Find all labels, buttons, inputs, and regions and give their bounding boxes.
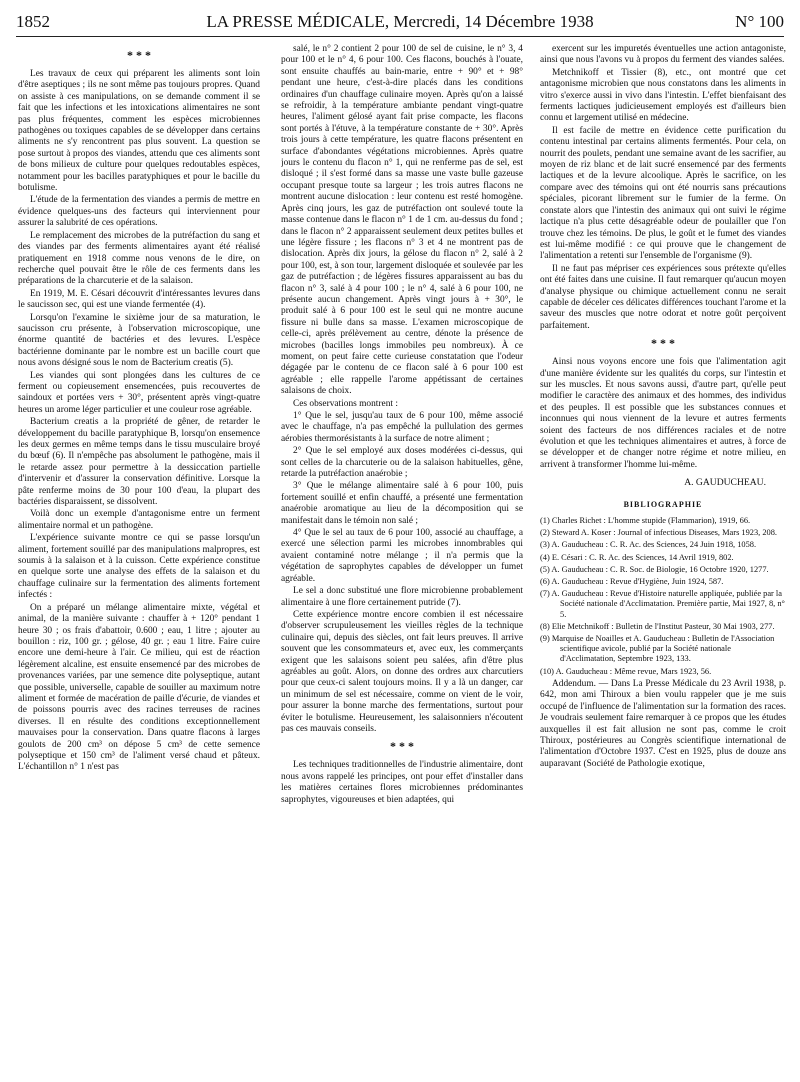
- paragraph: 4° Que le sel au taux de 6 pour 100, associé au chauffage, a exercé une sélection parmi les microbes innombrables qui avaient contaminé notre mélange ; il n'a permis que la végétation de saprophytes capables de développer un fumet agréable.: [281, 528, 523, 584]
- section-separator: * * *: [390, 739, 414, 754]
- paragraph: L'étude de la fermentation des viandes a permis de mettre en évidence quelques-uns des facteurs qui interviennent pour assurer la salubrité de ces opérations.: [18, 195, 260, 229]
- paragraph: L'expérience suivante montre ce qui se passe lorsqu'un aliment, fortement souillé par des manipulations malpropres, est soumis à la salaison et à la cuisson. Cette expérience constitue en quelque sorte une analyse des effets de la salaison et du chauffage culinaire sur la fermentation des aliments fortement infectés :: [18, 533, 260, 601]
- bibliography-item: (6) A. Gauducheau : Revue d'Hygiène, Juin 1924, 587.: [540, 577, 724, 587]
- paragraph: Le sel a donc substitué une flore microbienne probablement alimentaire à une flore certainement putride (7).: [281, 586, 523, 608]
- paragraph: Il ne faut pas mépriser ces expériences sous prétexte qu'elles ont été faites dans une cuisine. Il faut remarquer qu'aucun moyen d'analyse physique ou chimique actuellement connu ne serait capable de déceler ces délicates différences touchant l'arome et la saveur des muscles que notre odorat et notre goût perçoivent parfaitement.: [540, 263, 786, 331]
- paragraph: Ainsi nous voyons encore une fois que l'alimentation agit d'une manière évidente sur les qualités du corps, sur l'intestin et sur les muscles. Et nous savons aussi, d'autre part, qu'elle peut modifier le caractère des animaux et des hommes, des individus et des peuples. Il est possible que les substances connues et inconnues qui nous viennent de la levure et autres ferments soient des facteurs de nos différences raciales et de notre évolution et que les techniques alimentaires et autres, à force de se développer et de changer notre régime et notre milieu, en arrivent à transformer l'homme lui-même.: [540, 357, 786, 470]
- paragraph: En 1919, M. E. Césari découvrit d'intéressantes levures dans le saucisson sec, qui est une viande fermentée (4).: [18, 288, 260, 311]
- bibliography-item: (2) Steward A. Koser : Journal of infectious Diseases, Mars 1923, 208.: [540, 528, 778, 538]
- bibliography-item: (3) A. Gauducheau : C. R. Ac. des Sciences, 24 Juin 1918, 1058.: [540, 540, 757, 550]
- bibliography-item: (7) A. Gauducheau : Revue d'Histoire naturelle appliquée, publiée par la Société nationale d'Acclimatation. Première partie, Mai 1927, 8, n° 5.: [540, 589, 785, 619]
- paragraph: salé, le n° 2 contient 2 pour 100 de sel de cuisine, le n° 3, 4 pour 100 et le n° 4, 6 pour 100. Ces flacons, bouchés à l'ouate, sont ensuite chauffés au bain-marie, entre + 90° et + 98° pendant une heure, c'est-à-dire placés dans les conditions ordinaires d'un chauffage culinaire moyen. Après qu'on a laissé se refroidir, à la température ambiante pendant vingt-quatre heures, l'aliment gélosé ayant fait prise compacte, les flacons sont portés à l'étuve, à la température constante de + 30°. Après trois jours à cette température, les quatre flacons présentent en surface d'abondantes végétations microbiennes. Après quatre jours le contenu du flacon n° 1, qui ne renferme pas de sel, est disloqué ; il s'est formé dans sa masse une vaste bulle gazeuse occupant presque toute sa largeur ; les trois autres flacons ne montrent aucune dislocation : leur contenu est resté homogène. Après cinq jours, les gaz de putréfaction ont soulevé toute la masse contenue dans le flacon n° 1 de 1 cm. au-dessus du fond ; dans le flacon n° 2 apparaissent seulement deux petites bulles et une légère fissure ; les flacons n° 3 et 4 ne montrent pas de dislocation. Après dix jours, la gélose du flacon n° 2, salé à 2 pour 100, est, à son tour, largement disloquée et soulevée par les gaz de putréfaction ; de légères fissures apparaissent au bas du flacon n° 3, salé à 4 pour 100 ; le n° 4, salé à 6 pour 100, ne présente aucun changement. Après vingt jours à + 30°, le produit salé à 6 pour 100 est le seul qui ne montre aucune fissure ni bulle dans sa masse. L'examen microscopique de celle-ci, après prélèvement au centre, dénote la présence de microbes (bacilles longs immobiles peu nombreux). À ce moment, on peut faire cette curieuse constatation que l'odeur dégagée par le contenu de ce flacon salé à 6 pour 100 est agréable ; elle rappelle l'arome appétissant de certaines salaisons de choix.: [281, 44, 523, 397]
- paragraph: 1° Que le sel, jusqu'au taux de 6 pour 100, même associé avec le chauffage, n'a pas empêché la pullulation des germes aérobies thermorésistants à la surface de notre aliment ;: [281, 411, 523, 444]
- bibliography-item: (5) A. Gauducheau : C. R. Soc. de Biologie, 16 Octobre 1920, 1277.: [540, 564, 769, 574]
- paragraph: Les viandes qui sont plongées dans les cultures de ce ferment ou copieusement ensemencées, puis recouvertes de saindoux et portées vers + 30°, présentent après vingt-quatre heures un arome léger particulier et une couleur rose agréable.: [18, 370, 260, 415]
- paragraph: Les travaux de ceux qui préparent les aliments sont loin d'être aseptiques ; ils ne sont même pas toujours propres. Quand on assiste à ces manipulations, on se demande comment il se fait que les infections et les intoxications alimentaires ne sont pas plus fréquentes, comment les espèces microbiennes pathogènes ou toxiques capables de se développer dans certains aliments ne s'y rencontrent pas plus souvent. La question se pose surtout à propos des viandes, attendu que ces aliments sont de bons milieux de culture pour quelques redoutables espèces, notamment pour les bacilles paratyphiques et pour le bacille du botulisme.: [18, 69, 260, 194]
- column-2: [281, 44, 523, 1074]
- column-1: [18, 44, 260, 1074]
- paragraph: 3° Que le mélange alimentaire salé à 6 pour 100, puis fortement souillé et enfin chauffé, a présenté une fermentation anaérobie aromatique au lieu de la décomposition qui se manifestait dans le témoin non salé ;: [281, 481, 523, 526]
- paragraph: Ces observations montrent :: [293, 398, 398, 409]
- paragraph: Les techniques traditionnelles de l'industrie alimentaire, dont nous avons rappelé les principes, ont pour effet d'installer dans les matières certaines flores microbiennes prédominantes saprophytes, vigoureuses et bien adaptées, qui: [281, 760, 523, 805]
- bibliography-heading: BIBLIOGRAPHIE: [623, 499, 703, 509]
- bibliography-list: [540, 516, 786, 677]
- header-rule: [16, 36, 784, 37]
- page-year: 1852: [16, 12, 50, 31]
- column-3: [540, 44, 786, 1074]
- journal-title: LA PRESSE MÉDICALE, Mercredi, 14 Décembre 1938: [206, 12, 594, 31]
- paragraph: exercent sur les impuretés éventuelles une action antagoniste, ainsi que nous l'avons vu à propos du ferment des viandes salées.: [540, 44, 786, 66]
- paragraph: 2° Que le sel employé aux doses modérées ci-dessus, qui sont celles de la charcuterie ou de la salaison habituelles, gêne, retarde la putréfaction anaérobie ;: [281, 446, 523, 480]
- bibliography-item: (10) A. Gauducheau : Même revue, Mars 1923, 56.: [540, 666, 712, 676]
- page-header: [16, 10, 784, 34]
- paragraph: Metchnikoff et Tissier (8), etc., ont montré que cet antagonisme microbien que nous constatons dans les aliments in vitro s'exerce aussi in vivo dans l'intestin. L'effet bienfaisant des ferments lactiques judicieusement employés est d'ailleurs bien connu et largement utilisé en médecine.: [540, 67, 786, 124]
- paragraph: On a préparé un mélange alimentaire mixte, végétal et animal, de la manière suivante : chauffer à + 120° pendant 1 heure 30 ; os frais d'abattoir, 0.600 ; eau, 1 litre ; ajouter au bouillon : riz, 100 gr. ; gélose, 40 gr. ; eau 1 litre. Faire cuire encore une demi-heure à l'air. Ce milieu, qui est de réaction légèrement alcaline, est ensuite ensemencé par des microbes de provenances variées, par une semence dite polyseptique, autant que possible, universelle, capable de souiller au maximum notre aliment et formée de macération de paille d'écurie, de viandes et de poissons pourris avec des racines terreuses de racines diverses. Il en résulte des conditions exceptionnellement mauvaises pour la conservation. Dans quatre flacons à larges goulots de 200 cm³ on dépose 5 cm³ de cette semence polyseptique et 150 cm³ de l'aliment versé chaud et pâteux. L'échantillon n° 1 n'est pas: [18, 602, 260, 773]
- bibliography-item: (4) E. Césari : C. R. Ac. des Sciences, 14 Avril 1919, 802.: [540, 552, 734, 562]
- issue-number: N° 100: [735, 12, 784, 31]
- paragraph: Voilà donc un exemple d'antagonisme entre un ferment alimentaire normal et un pathogène.: [18, 509, 260, 531]
- paragraph: Le remplacement des microbes de la putréfaction du sang et des viandes par des ferments alimentaires ayant été réalisé pratiquement en 1918 comme nous venons de le dire, on recherche quel pouvait être le rôle de ces ferments dans les préparations de la charcuterie et de la salaison.: [18, 230, 260, 287]
- section-separator: * * *: [651, 336, 675, 351]
- section-separator: * * *: [127, 48, 151, 62]
- paragraph: Il est facile de mettre en évidence cette purification du contenu intestinal par certains aliments fermentés. Pour cela, on nourrit des poulets, pendant une semaine avant de les sacrifier, au moyen de riz blanc et de lait sucré ensemencé par des ferments lactiques et de la levure alcoolique. Après le sacrifice, on les compare avec des témoins qui ont été nourris sans précautions spéciales, picorant librement sur le fumier de la ferme. On constate alors que l'intestin des animaux qui ont suivi le régime lactique n'a plus cette désagréable odeur de poulailler que l'on trouve chez les témoins. De plus, le goût et le fumet des viandes est lui-même modifié : ce qui prouve que le changement de l'alimentation a retenti sur l'ensemble de l'organisme (9).: [540, 125, 786, 262]
- bibliography-item: (1) Charles Richet : L'homme stupide (Flammarion), 1919, 66.: [540, 516, 751, 526]
- bibliography-item: (9) Marquise de Noailles et A. Gauducheau : Bulletin de l'Association scientifique avicole, publié par la Société nationale d'Acclimatation, Septembre 1923, 133.: [540, 634, 775, 664]
- bibliography-item: (8) Elie Metchnikoff : Bulletin de l'Institut Pasteur, 30 Mai 1903, 277.: [540, 621, 775, 631]
- paragraph: Lorsqu'on l'examine le sixième jour de sa maturation, le saucisson cru présente, à l'observation microscopique, une énorme quantité de bactéries et des levures. L'espèce bactérienne dominante par le nombre est un bacille court que nous avons désigné sous le nom de Bacterium creatis (5).: [18, 312, 260, 369]
- paragraph: Bacterium creatis a la propriété de gêner, de retarder le développement du bacille paratyphique B, lorsqu'on ensemence les deux germes en même temps dans le tissu musculaire broyé du bœuf (6). Il n'empêche pas absolument le pathogène, mais il le retarde assez pour permettre à la dessiccation partielle d'intervenir et d'assurer la conservation définitive. Lorsque la pâte renferme moins de 30 pour 100 d'eau, la plupart des bactéries disparaissent, se dissolvent.: [18, 417, 260, 508]
- paragraph: Cette expérience montre encore combien il est nécessaire d'observer scrupuleusement les vieilles règles de la technique culinaire qui, depuis des siècles, ont fait leurs preuves. Il arrive souvent que les consommateurs et, avec eux, les commerçants exigent que les salaisons soient peu salées, afin d'être plus agréables au goût. Alors, on donne des ordres aux charcutiers pour que ceux-ci salent toujours moins. Il y a là un danger, car un minimum de sel est nécessaire, comme on vient de le voir, pour assurer la bonne marche des fermentations, surtout pour éviter le botulisme. Heureusement, les salaisonniers n'écoutent pas ces mauvais conseils.: [281, 609, 523, 734]
- addendum-paragraph: Addendum. — Dans La Presse Médicale du 23 Avril 1938, p. 642, mon ami Thiroux a bien voulu rappeler que je me suis occupé de l'influence de l'alimentation sur la formation des races. Je voudrais seulement faire remarquer à ce propos que les études auxquelles il est fait allusion ne sont pas, comme le croit Thiroux, postérieures au Congrès scientifique international de l'alimentation d'Octobre 1937. C'est en 1925, plus de douze ans auparavant (Société de Pathologie exotique,: [540, 678, 786, 769]
- author-signature: A. GAUDUCHEAU.: [684, 477, 766, 489]
